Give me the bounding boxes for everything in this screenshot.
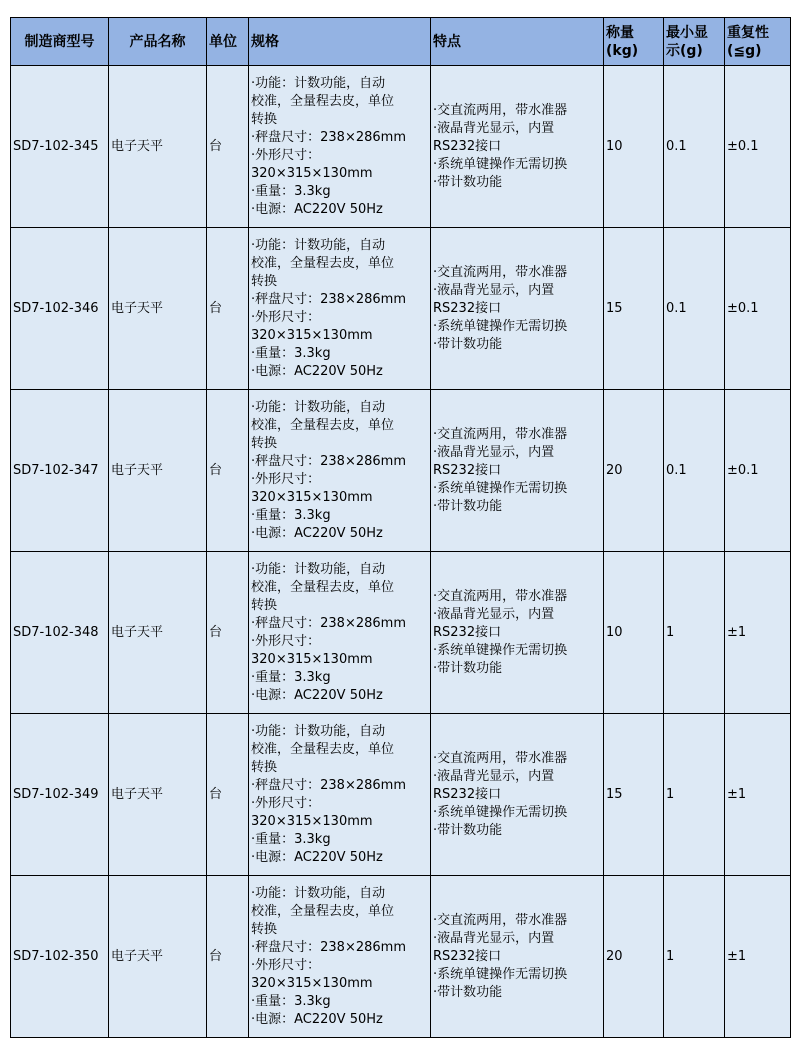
cell-repeatability: ±1 xyxy=(725,714,791,876)
cell-repeatability: ±0.1 xyxy=(725,228,791,390)
cell-name: 电子天平 xyxy=(109,390,207,552)
cell-unit: 台 xyxy=(207,66,249,228)
cell-unit: 台 xyxy=(207,714,249,876)
cell-min-display: 0.1 xyxy=(664,66,725,228)
cell-min-display: 1 xyxy=(664,876,725,1038)
table-row xyxy=(11,552,791,714)
cell-name: 电子天平 xyxy=(109,228,207,390)
cell-spec: ·功能：计数功能，自动 校准，全量程去皮，单位 转换 ·秤盘尺寸：238×286mm ·外形尺寸： 320×315×130mm ·重量：3.3kg ·电源：AC220V 50Hz xyxy=(249,876,431,1038)
cell-features: ·交直流两用，带水准器 ·液晶背光显示，内置 RS232接口 ·系统单键操作无需切换 ·带计数功能 xyxy=(431,228,604,390)
header-spec: 规格 xyxy=(249,18,431,66)
product-table xyxy=(10,17,791,1038)
cell-model: SD7-102-350 xyxy=(11,876,109,1038)
cell-name: 电子天平 xyxy=(109,714,207,876)
header-min-display: 最小显 示(g) xyxy=(664,18,725,66)
cell-spec: ·功能：计数功能，自动 校准，全量程去皮，单位 转换 ·秤盘尺寸：238×286mm ·外形尺寸： 320×315×130mm ·重量：3.3kg ·电源：AC220V 50Hz xyxy=(249,714,431,876)
cell-spec: ·功能：计数功能，自动 校准，全量程去皮，单位 转换 ·秤盘尺寸：238×286mm ·外形尺寸： 320×315×130mm ·重量：3.3kg ·电源：AC220V 50Hz xyxy=(249,390,431,552)
cell-capacity: 10 xyxy=(604,552,664,714)
header-model: 制造商型号 xyxy=(11,18,109,66)
cell-model: SD7-102-345 xyxy=(11,66,109,228)
cell-unit: 台 xyxy=(207,876,249,1038)
table-row xyxy=(11,66,791,228)
cell-unit: 台 xyxy=(207,228,249,390)
cell-capacity: 20 xyxy=(604,876,664,1038)
cell-features: ·交直流两用，带水准器 ·液晶背光显示，内置 RS232接口 ·系统单键操作无需切换 ·带计数功能 xyxy=(431,552,604,714)
header-features: 特点 xyxy=(431,18,604,66)
cell-min-display: 1 xyxy=(664,552,725,714)
cell-name: 电子天平 xyxy=(109,552,207,714)
table-row xyxy=(11,228,791,390)
header-repeatability: 重复性 (≦g) xyxy=(725,18,791,66)
cell-name: 电子天平 xyxy=(109,876,207,1038)
cell-spec: ·功能：计数功能，自动 校准，全量程去皮，单位 转换 ·秤盘尺寸：238×286mm ·外形尺寸： 320×315×130mm ·重量：3.3kg ·电源：AC220V 50Hz xyxy=(249,228,431,390)
table-row xyxy=(11,714,791,876)
cell-features: ·交直流两用，带水准器 ·液晶背光显示，内置 RS232接口 ·系统单键操作无需切换 ·带计数功能 xyxy=(431,876,604,1038)
cell-model: SD7-102-347 xyxy=(11,390,109,552)
cell-name: 电子天平 xyxy=(109,66,207,228)
cell-capacity: 20 xyxy=(604,390,664,552)
cell-min-display: 0.1 xyxy=(664,228,725,390)
table-row xyxy=(11,876,791,1038)
cell-unit: 台 xyxy=(207,390,249,552)
cell-spec: ·功能：计数功能，自动 校准，全量程去皮，单位 转换 ·秤盘尺寸：238×286mm ·外形尺寸： 320×315×130mm ·重量：3.3kg ·电源：AC220V 50Hz xyxy=(249,66,431,228)
cell-features: ·交直流两用，带水准器 ·液晶背光显示，内置 RS232接口 ·系统单键操作无需切换 ·带计数功能 xyxy=(431,390,604,552)
cell-capacity: 15 xyxy=(604,228,664,390)
header-capacity: 称量 (kg) xyxy=(604,18,664,66)
cell-capacity: 15 xyxy=(604,714,664,876)
table-row xyxy=(11,390,791,552)
cell-repeatability: ±1 xyxy=(725,876,791,1038)
cell-model: SD7-102-349 xyxy=(11,714,109,876)
cell-repeatability: ±0.1 xyxy=(725,390,791,552)
cell-unit: 台 xyxy=(207,552,249,714)
cell-capacity: 10 xyxy=(604,66,664,228)
cell-model: SD7-102-348 xyxy=(11,552,109,714)
cell-model: SD7-102-346 xyxy=(11,228,109,390)
header-row xyxy=(11,18,791,66)
cell-features: ·交直流两用，带水准器 ·液晶背光显示，内置 RS232接口 ·系统单键操作无需切换 ·带计数功能 xyxy=(431,714,604,876)
cell-features: ·交直流两用，带水准器 ·液晶背光显示，内置 RS232接口 ·系统单键操作无需切换 ·带计数功能 xyxy=(431,66,604,228)
cell-spec: ·功能：计数功能，自动 校准，全量程去皮，单位 转换 ·秤盘尺寸：238×286mm ·外形尺寸： 320×315×130mm ·重量：3.3kg ·电源：AC220V 50Hz xyxy=(249,552,431,714)
header-name: 产品名称 xyxy=(109,18,207,66)
cell-repeatability: ±1 xyxy=(725,552,791,714)
cell-min-display: 0.1 xyxy=(664,390,725,552)
cell-repeatability: ±0.1 xyxy=(725,66,791,228)
header-unit: 单位 xyxy=(207,18,249,66)
cell-min-display: 1 xyxy=(664,714,725,876)
